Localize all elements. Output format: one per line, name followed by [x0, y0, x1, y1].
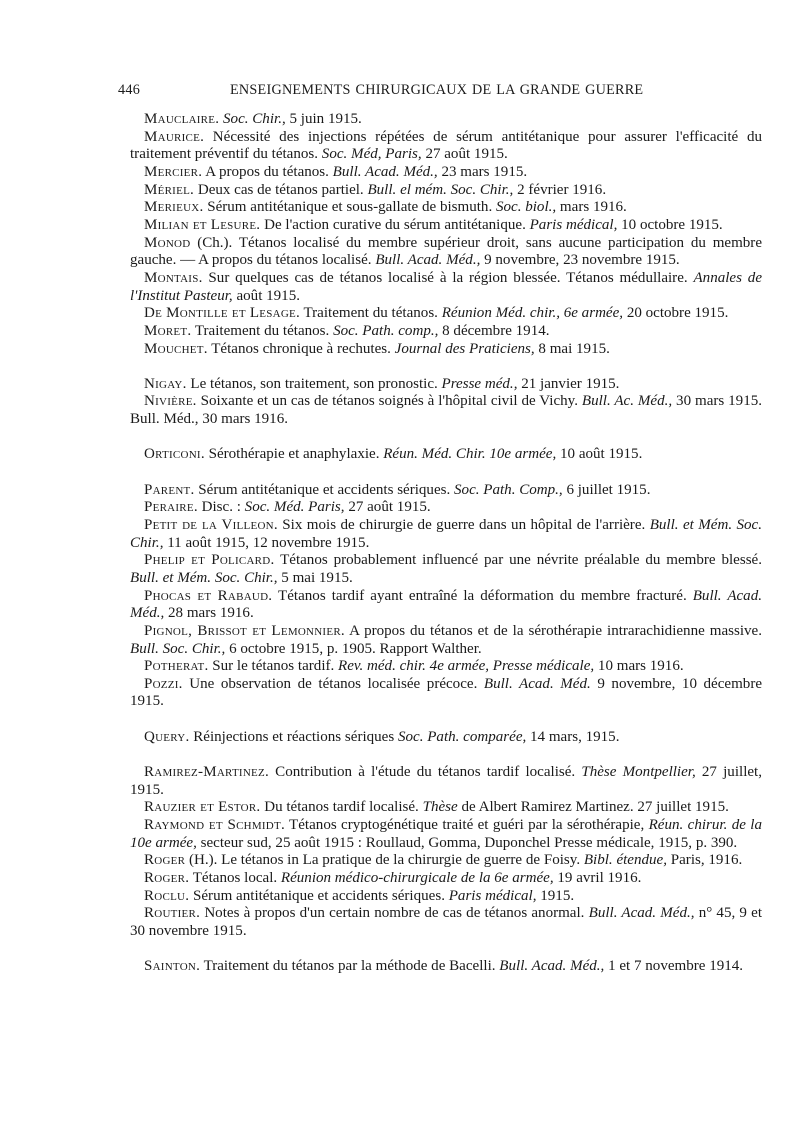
bibliography-entry — [130, 164, 762, 182]
bibliography-entry — [130, 111, 762, 129]
entry-date: 20 octobre 1915. — [623, 305, 729, 322]
entry-author: Query. — [144, 728, 190, 745]
bibliography-group — [130, 111, 762, 358]
entry-source: Journal des Praticiens, — [394, 340, 535, 357]
bibliography-entry — [130, 270, 762, 305]
entry-date: 1 et 7 novembre 1914. — [604, 958, 744, 975]
entry-source: Bull. Acad. Méd. — [483, 675, 591, 692]
entry-source: Soc. Méd, Paris, — [321, 146, 422, 163]
entry-date: 10 mars 1916. — [594, 658, 684, 675]
entry-author: Moret. — [144, 322, 192, 339]
entry-source: Bibl. étendue, — [583, 852, 667, 869]
entry-date: 6 octobre 1915, p. 1905. Rapport Walther. — [225, 640, 482, 657]
bibliography-entry — [130, 305, 762, 323]
entry-source: Réunion Méd. chir., 6e armée, — [441, 305, 624, 322]
bibliography-entry — [130, 235, 762, 270]
entry-text: (H.). Le tétanos in La pratique de la chirurgie de guerre de Foisy. — [185, 852, 584, 869]
entry-author: De Montille et Lesage. — [144, 305, 301, 322]
entry-author: Orticoni. — [144, 446, 205, 463]
entry-text: Sur quelques cas de tétanos localisé à la région blessée. Tétanos médullaire. — [202, 269, 694, 286]
entry-author: Roger. — [144, 869, 190, 886]
entry-author: Nivière. — [144, 393, 197, 410]
entry-date: 10 août 1915. — [556, 446, 643, 463]
bibliography-entry — [130, 764, 762, 799]
entry-source: Bull. Acad. Méd., — [375, 252, 481, 269]
entry-source: Thèse — [422, 799, 458, 816]
entry-source: Réun. Méd. Chir. 10e armée, — [383, 446, 557, 463]
entry-source: Bull. et Mém. Soc. Chir., — [130, 569, 278, 586]
entry-date: 27 août 1915. — [344, 499, 431, 516]
bibliography-group — [130, 482, 762, 712]
page-number: 446 — [118, 82, 141, 98]
entry-text: De l'action curative du sérum antitétanique. — [260, 216, 530, 233]
entry-text: A propos du tétanos et de la sérothérapie intrarachidienne massive. — [344, 622, 762, 639]
entry-source: Thèse Montpellier, — [581, 763, 696, 780]
entry-source: Soc. Path. Comp., — [454, 481, 563, 498]
entry-text: Sérum antitétanique et accidents sériques. — [194, 481, 455, 498]
bibliography-entry — [130, 905, 762, 940]
bibliography-entry — [130, 393, 762, 428]
entry-date: 10 octobre 1915. — [617, 216, 723, 233]
entry-text: Réinjections et réactions sériques — [189, 728, 398, 745]
entry-date: 5 mai 1915. — [277, 569, 353, 586]
bibliography-entry — [130, 182, 762, 200]
entry-source: Bull. Acad. Méd., — [332, 163, 438, 180]
entry-author: Nigay. — [144, 375, 187, 392]
entry-text: A propos du tétanos. — [202, 163, 333, 180]
bibliography-entry — [130, 376, 762, 394]
entry-date: , 5 juin 1915. — [281, 111, 362, 127]
entry-source: Bull. Acad. Méd., — [499, 958, 605, 975]
bibliography-entry — [130, 817, 762, 852]
entry-date: 21 janvier 1915. — [517, 375, 620, 392]
entry-author: Pozzi. — [144, 675, 183, 692]
entry-source: Paris médical, — [448, 887, 537, 904]
bibliography-entry — [130, 517, 762, 552]
bibliography-entry — [130, 888, 762, 906]
entry-author: Peraire. — [144, 499, 198, 516]
bibliography-entry — [130, 623, 762, 658]
entry-author: Roclu. — [144, 887, 190, 904]
entry-date: août 1915. — [232, 287, 300, 304]
entry-source: Soc. Méd. Paris, — [244, 499, 345, 516]
bibliography-group — [130, 376, 762, 429]
entry-text: Notes à propos d'un certain nombre de cas de tétanos anormal. — [200, 905, 589, 922]
entry-author: Raymond et Schmidt. — [144, 816, 285, 833]
entry-text: Du tétanos tardif localisé. — [260, 799, 423, 816]
entry-date: 11 août 1915, 12 novembre 1915. — [163, 534, 370, 551]
entry-author: Petit de la Villeon. — [144, 516, 278, 533]
entry-source: Réunion médico-chirurgicale de la 6e armée, — [280, 869, 554, 886]
entry-source: Bull. Ac. Méd., — [581, 393, 673, 410]
bibliography-entry — [130, 199, 762, 217]
bibliography-entry — [130, 129, 762, 164]
entry-date: secteur sud, 25 août 1915 : Roullaud, Gomma, Duponchel Presse médicale, 1915, p. 390. — [196, 834, 738, 851]
entry-date: 6 juillet 1915. — [562, 481, 651, 498]
entry-author: Maurice. — [144, 128, 205, 145]
entry-source: Soc. Chir. — [223, 111, 282, 127]
bibliography-entry — [130, 870, 762, 888]
entry-date: 14 mars, 1915. — [526, 728, 620, 745]
entry-source: Bull. Acad. Méd., — [588, 905, 695, 922]
entry-date: 28 mars 1916. — [164, 605, 254, 622]
entry-author: Merieux. — [144, 199, 204, 216]
entry-date: de Albert Ramirez Martinez. 27 juillet 1915. — [457, 799, 729, 816]
bibliography-group — [130, 958, 762, 976]
entry-author: Sainton. — [144, 958, 201, 975]
entry-text: Sérum antitétanique et sous-gallate de bismuth. — [203, 199, 496, 216]
entry-text: Contribution à l'étude du tétanos tardif localisé. — [269, 763, 582, 780]
entry-source: Bull. et Mém. Soc. Chir., — [130, 516, 762, 551]
entry-date: 1915. — [536, 887, 575, 904]
entry-text: Traitement du tétanos. — [300, 305, 442, 322]
entry-source: Presse méd., — [441, 375, 518, 392]
entry-date: 2 février 1916. — [513, 181, 607, 198]
entry-date: 9 novembre, 23 novembre 1915. — [480, 252, 680, 269]
bibliography-list — [130, 111, 762, 993]
entry-author: Rauzier et Estor. — [144, 799, 261, 816]
entry-text: Sérothérapie et anaphylaxie. — [204, 446, 384, 463]
entry-text: Tétanos local. — [189, 869, 281, 886]
bibliography-entry — [130, 552, 762, 587]
entry-author: Potherat. — [144, 658, 209, 675]
entry-author: Mouchet. — [144, 340, 208, 357]
entry-text: Tétanos cryptogénétique traité et guéri par la sérothérapie, — [284, 816, 649, 833]
entry-date: mars 1916. — [556, 199, 627, 216]
bibliography-entry — [130, 323, 762, 341]
entry-source: Soc. biol., — [495, 199, 557, 216]
entry-source: Bull. Soc. Chir., — [130, 640, 226, 657]
entry-source: Soc. Path. comparée, — [397, 728, 527, 745]
entry-text: (Ch.). Tétanos localisé du membre supérieur droit, sans aucune participation du membre gauche. — A propos du tétanos localisé. — [130, 234, 762, 269]
entry-text: Traitement du tétanos. — [191, 322, 334, 339]
entry-author: Mériel. — [144, 181, 195, 198]
entry-date: 27 juillet, 1915. — [130, 763, 762, 798]
bibliography-entry — [130, 499, 762, 517]
bibliography-entry — [130, 958, 762, 976]
entry-text: Sur le tétanos tardif. — [208, 658, 339, 675]
entry-date: Paris, 1916. — [667, 852, 743, 869]
entry-source: Bull. el mém. Soc. Chir., — [367, 181, 514, 198]
entry-source: Paris médical, — [529, 216, 618, 233]
bibliography-entry — [130, 676, 762, 711]
running-title: ENSEIGNEMENTS CHIRURGICAUX DE LA GRANDE GUERRE — [230, 82, 644, 98]
bibliography-entry — [130, 217, 762, 235]
bibliography-entry — [130, 588, 762, 623]
entry-author: Monod — [144, 234, 191, 251]
entry-text: Nécessité des injections répétées de sérum antitétanique pour assurer l'efficacité du traitement préventif du tétanos. — [130, 128, 762, 163]
entry-text: Le tétanos, son traitement, son pronostic. — [186, 375, 442, 392]
bibliography-entry — [130, 446, 762, 464]
bibliography-group — [130, 729, 762, 747]
entry-author: Mauclaire. — [144, 111, 220, 127]
entry-author: Pignol, Brissot et Lemonnier. — [144, 622, 345, 639]
entry-text: Tétanos probablement influencé par une névrite préalable du membre blessé. — [274, 552, 762, 569]
entry-text: Six mois de chirurgie de guerre dans un hôpital de l'arrière. — [277, 516, 650, 533]
entry-text: Deux cas de tétanos partiel. — [194, 181, 368, 198]
page-header — [118, 82, 764, 104]
entry-text: Traitement du tétanos par la méthode de Bacelli. — [200, 958, 500, 975]
entry-text: Une observation de tétanos localisée précoce. — [182, 675, 484, 692]
entry-date: n° 45, 9 et 30 novembre 1915. — [130, 905, 763, 939]
entry-author: Montais. — [144, 269, 203, 286]
entry-date: 27 août 1915. — [421, 146, 508, 163]
entry-author: Milian et Lesure. — [144, 216, 261, 233]
bibliography-entry — [130, 658, 762, 676]
entry-author: Ramirez-Martinez. — [144, 763, 269, 780]
bibliography-entry — [130, 799, 762, 817]
bibliography-entry — [130, 729, 762, 747]
bibliography-group — [130, 764, 762, 941]
entry-date: 19 avril 1916. — [553, 869, 642, 886]
bibliography-entry — [130, 852, 762, 870]
entry-date: 30 mars 1915. Bull. Méd., 30 mars 1916. — [130, 393, 763, 428]
entry-text: Sérum antitétanique et accidents sériques. — [189, 887, 449, 904]
bibliography-group — [130, 446, 762, 464]
entry-text: Disc. : — [197, 499, 245, 516]
entry-author: Roger — [144, 852, 186, 869]
entry-text: Soixante et un cas de tétanos soignés à l'hôpital civil de Vichy. — [196, 393, 582, 410]
entry-date: 8 décembre 1914. — [438, 322, 550, 339]
entry-author: Phelip et Policard. — [144, 552, 275, 569]
entry-source: Réun. chirur. de la 10e armée, — [130, 816, 762, 851]
entry-text: Tétanos tardif ayant entraîné la déformation du membre fracturé. — [272, 587, 693, 604]
entry-text: Tétanos chronique à rechutes. — [207, 340, 395, 357]
entry-author: Phocas et Rabaud. — [144, 587, 273, 604]
entry-source: Annales de l'Institut Pasteur, — [130, 269, 762, 304]
entry-author: Mercier. — [144, 163, 203, 180]
entry-date: 23 mars 1915. — [437, 163, 528, 180]
entry-date: 8 mai 1915. — [534, 340, 610, 357]
bibliography-entry — [130, 482, 762, 500]
entry-source: Rev. méd. chir. 4e armée, Presse médicale, — [338, 658, 595, 675]
bibliography-entry — [130, 341, 762, 359]
entry-source: Soc. Path. comp., — [333, 322, 439, 339]
entry-date: 9 novembre, 10 décembre 1915. — [130, 675, 763, 710]
entry-author: Parent. — [144, 481, 195, 498]
entry-source: Bull. Acad. Méd., — [130, 587, 762, 622]
entry-author: Routier. — [144, 905, 201, 922]
